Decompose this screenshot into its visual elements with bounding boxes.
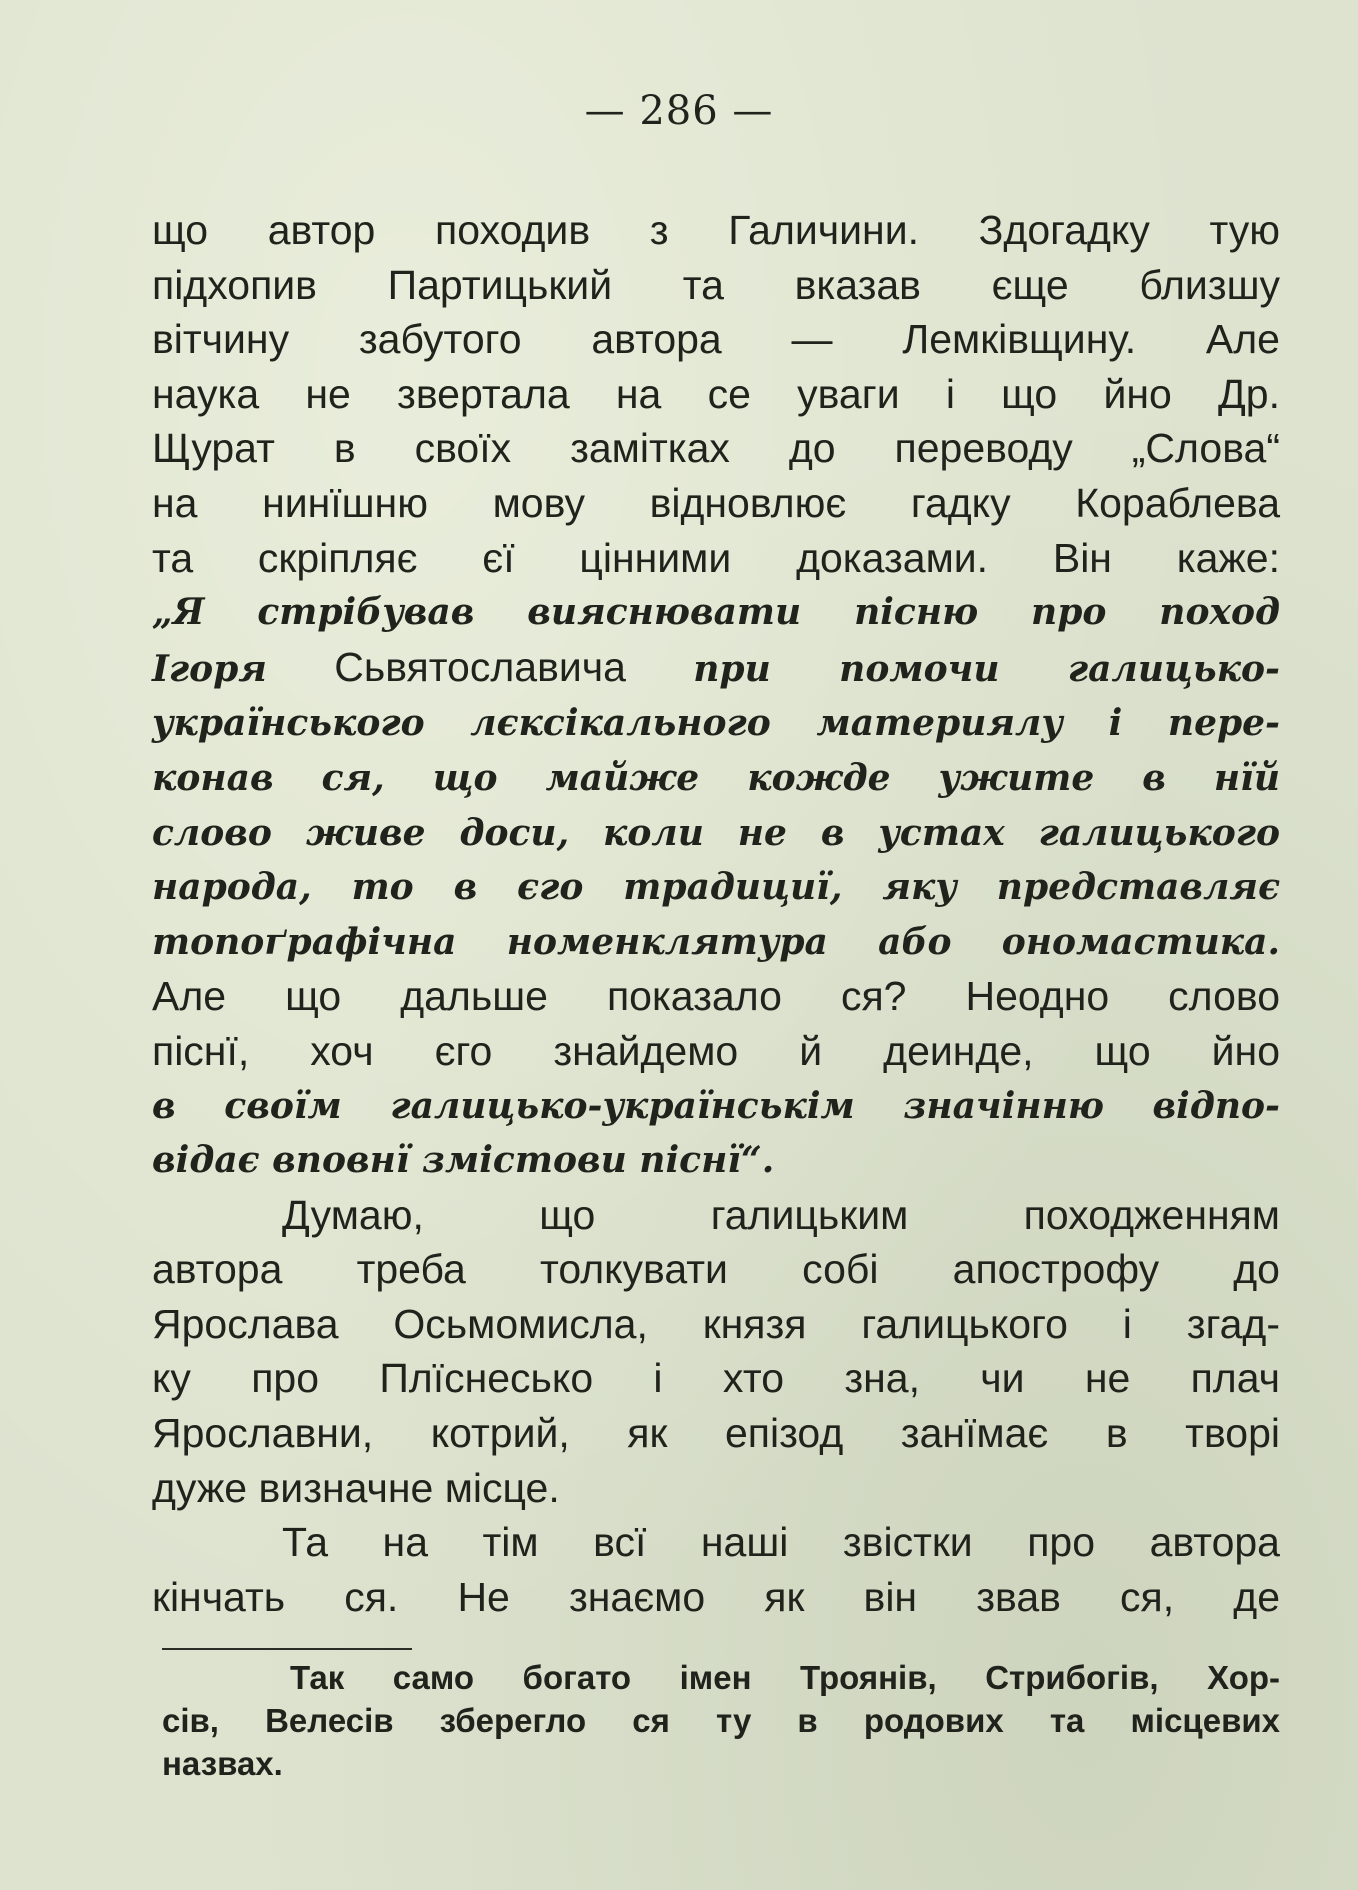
text-line: Ярославни, котрий, як епізод занїмає в творі [152, 1410, 1280, 1457]
paragraph-first-line: Думаю, що галицьким походженням [282, 1191, 1280, 1238]
footnote-line: назвах. [162, 1745, 283, 1782]
text-line: підхопив Партицький та вказав єще близшу [152, 261, 1280, 308]
quote-line: топоґрафічна номенклятура або ономастика. [152, 920, 1280, 963]
text-line: Але що дальше показало ся? Неодно слово [152, 973, 1280, 1020]
text-line: Щурат в своїх замітках до переводу „Слова“ [152, 425, 1280, 472]
quote-line: конав ся, що майже кожде ужите в нїй [152, 756, 1280, 799]
text-line: ку про Плїснесько і хто зна, чи не плач [152, 1355, 1280, 1402]
text-line: що автор походив з Галичини. Здогадку тую [152, 207, 1280, 253]
quote-line: українського лєксікального материялу і пере- [152, 702, 1280, 745]
quote-fragment: Ігоря [152, 647, 267, 690]
text-line: кінчать ся. Не знаємо як він звав ся, де [152, 1573, 1280, 1620]
text-line: та скріпляє єї цінними доказами. Він каже: [152, 534, 1280, 581]
text-line: дуже визначне місце. [152, 1464, 560, 1511]
text-line: наука не звертала на се уваги і що йно Др. [152, 370, 1280, 417]
quote-line: народа, то в єго традициї, яку представляє [152, 866, 1280, 909]
text-line: вітчину забутого автора — Лемківщину. Але [152, 316, 1280, 363]
quote-line: відає вповнї змістови піснї“. [152, 1139, 775, 1182]
text-line: на нинїшню мову відновлює гадку Кораблева [152, 479, 1280, 526]
quote-line-mixed [152, 640, 1280, 697]
text-line: автора треба толкувати собі апострофу до [152, 1246, 1280, 1293]
regular-fragment: Сьвятославича [334, 643, 626, 690]
quote-line: в своїм галицько-українськім значінню відпо- [152, 1084, 1280, 1127]
quote-line: слово живе доси, коли не в устах галицького [152, 811, 1280, 854]
quote-line: „Я стрібував вияснювати пісню про поход [152, 591, 1280, 634]
text-line: піснї, хоч єго знайдемо й деинде, що йно [152, 1027, 1280, 1074]
body-text [152, 203, 1280, 1624]
footnote-divider [162, 1648, 412, 1650]
footnote [162, 1656, 1280, 1785]
text-line: Ярослава Осьмомисла, князя галицького і згад- [152, 1300, 1280, 1347]
page-number: — 286 — [584, 88, 774, 134]
quote-fragment: при помочи галицько- [693, 647, 1280, 690]
paragraph-first-line: Та на тім всї наші звістки про автора [282, 1519, 1280, 1566]
footnote-line: Так само богато імен Троянів, Стрибогів, Хор- [290, 1659, 1280, 1696]
footnote-line: сів, Велесів зберегло ся ту в родових та місцевих [162, 1702, 1280, 1739]
